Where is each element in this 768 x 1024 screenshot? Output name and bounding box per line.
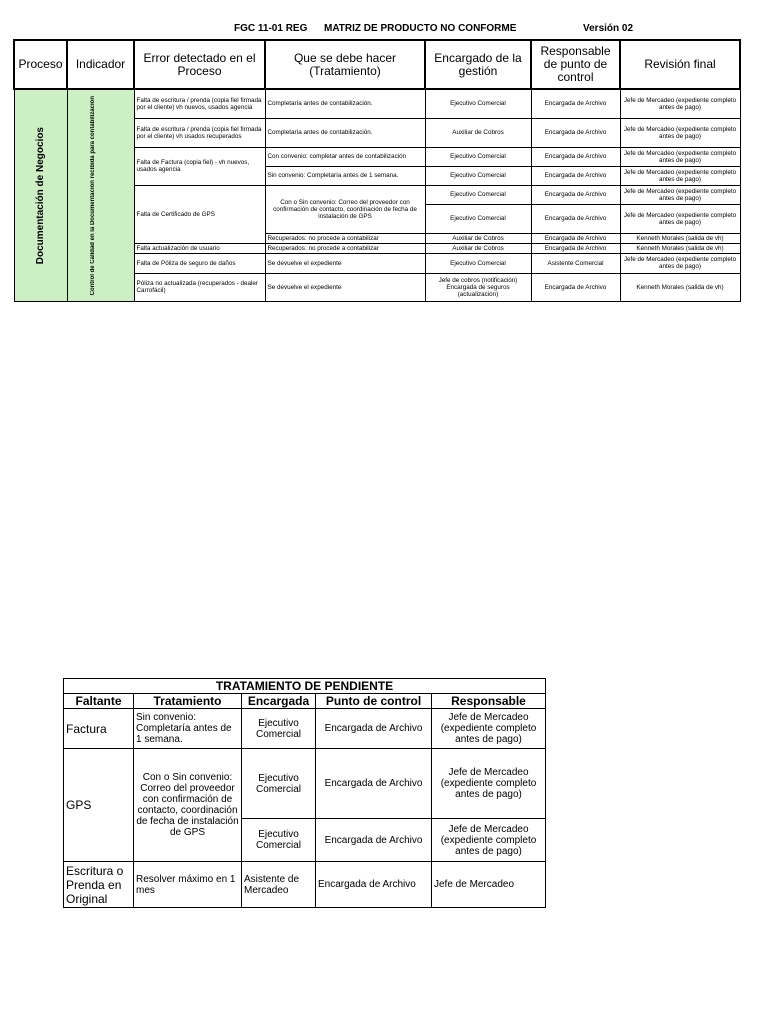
encargado-cell: Auxiliar de Cobros	[425, 118, 531, 147]
responsable-cell: Jefe de Mercadeo (expediente completo antes de pago)	[432, 749, 546, 819]
encargada-cell: Asistente de Mercadeo	[242, 862, 316, 908]
form-code: FGC 11-01 REG	[234, 23, 308, 34]
proceso-cell	[14, 89, 67, 301]
pending-title: TRATAMIENTO DE PENDIENTE	[64, 679, 546, 694]
pending-treatment-table	[63, 678, 546, 908]
col-proceso: Proceso	[14, 40, 67, 89]
responsable-cell: Encargada de Archivo	[531, 243, 620, 253]
treatment-cell: Recuperados: no procede a contabilizar	[265, 243, 425, 253]
revision-cell: Jefe de Mercadeo (expediente completo antes de pago)	[620, 89, 740, 118]
error-cell: Falta de Factura (copia fiel) - vh nuevos, usados agencia	[134, 147, 265, 185]
indicador-label: Control de Calidad en la Documentación recibida para contabilización	[89, 95, 96, 295]
document-title: MATRIZ DE PRODUCTO NO CONFORME	[324, 23, 517, 34]
table-row	[64, 749, 546, 819]
treatment-cell: Se devuelve el expediente	[265, 253, 425, 273]
tratamiento-cell: Sin convenio: Completaría antes de 1 semana.	[134, 709, 242, 749]
error-cell: Falta actualización de usuario	[134, 243, 265, 253]
responsable-cell: Encargada de Archivo	[531, 185, 620, 204]
revision-cell: Jefe de Mercadeo (expediente completo antes de pago)	[620, 147, 740, 166]
revision-cell: Kenneth Morales (salida de vh)	[620, 273, 740, 301]
punto-cell: Encargada de Archivo	[316, 749, 432, 819]
error-cell: Falta de escritura / prenda (copia fiel firmada por el cliente) vh nuevos, usados agencia	[134, 89, 265, 118]
punto-cell: Encargada de Archivo	[316, 862, 432, 908]
treatment-cell: Recuperados: no procede a contabilizar	[265, 233, 425, 243]
encargado-cell: Ejecutivo Comercial	[425, 147, 531, 166]
matrix-header-row	[14, 40, 740, 89]
responsable-cell: Encargada de Archivo	[531, 118, 620, 147]
faltante-cell: Factura	[64, 709, 134, 749]
col-revision: Revisión final	[620, 40, 740, 89]
revision-cell: Jefe de Mercadeo (expediente completo antes de pago)	[620, 204, 740, 233]
revision-cell: Jefe de Mercadeo (expediente completo antes de pago)	[620, 185, 740, 204]
table-row	[64, 862, 546, 908]
document-header	[0, 23, 768, 37]
col-punto-control: Punto de control	[316, 694, 432, 709]
treatment-cell: Con convenio: completar antes de contabilización	[265, 147, 425, 166]
revision-cell: Jefe de Mercadeo (expediente completo antes de pago)	[620, 166, 740, 185]
responsable-cell: Jefe de Mercadeo (expediente completo antes de pago)	[432, 709, 546, 749]
proceso-label: Documentación de Negocios	[35, 126, 46, 264]
encargado-cell: Ejecutivo Comercial	[425, 253, 531, 273]
responsable-cell: Jefe de Mercadeo	[432, 862, 546, 908]
faltante-cell: Escritura o Prenda en Original	[64, 862, 134, 908]
error-cell: Póliza no actualizada (recuperados - dealer Carrofácil)	[134, 273, 265, 301]
revision-cell: Jefe de Mercadeo (expediente completo antes de pago)	[620, 253, 740, 273]
treatment-cell: Sin convenio: Completaría antes de 1 semana.	[265, 166, 425, 185]
pending-header-row	[64, 694, 546, 709]
responsable-cell: Encargada de Archivo	[531, 273, 620, 301]
error-cell: Falta de escritura / prenda (copia fiel firmada por el cliente) vh usados recuperados	[134, 118, 265, 147]
punto-cell: Encargada de Archivo	[316, 819, 432, 862]
encargado-cell: Ejecutivo Comercial	[425, 185, 531, 204]
table-row	[14, 89, 740, 118]
revision-cell: Kenneth Morales (salida de vh)	[620, 243, 740, 253]
error-cell: Falta de Póliza de seguro de daños	[134, 253, 265, 273]
col-tratamiento: Que se debe hacer (Tratamiento)	[265, 40, 425, 89]
faltante-cell: GPS	[64, 749, 134, 862]
treatment-cell: Con o Sin convenio: Correo del proveedor con confirmación de contacto, coordinación de fecha de instalación de GPS	[265, 185, 425, 233]
responsable-cell: Encargada de Archivo	[531, 233, 620, 243]
responsable-cell: Jefe de Mercadeo (expediente completo antes de pago)	[432, 819, 546, 862]
col-encargada: Encargada	[242, 694, 316, 709]
tratamiento-cell: Resolver máximo en 1 mes	[134, 862, 242, 908]
encargado-cell: Ejecutivo Comercial	[425, 166, 531, 185]
treatment-cell: Completaría antes de contabilización.	[265, 89, 425, 118]
col-indicador: Indicador	[67, 40, 134, 89]
responsable-cell: Encargada de Archivo	[531, 89, 620, 118]
punto-cell: Encargada de Archivo	[316, 709, 432, 749]
pending-title-row	[64, 679, 546, 694]
encargado-cell: Auxiliar de Cobros	[425, 233, 531, 243]
encargada-cell: Ejecutivo Comercial	[242, 709, 316, 749]
encargado-cell: Auxiliar de Cobros	[425, 243, 531, 253]
treatment-cell: Completaría antes de contabilización.	[265, 118, 425, 147]
col-tratamiento: Tratamiento	[134, 694, 242, 709]
col-faltante: Faltante	[64, 694, 134, 709]
table-row	[64, 709, 546, 749]
revision-cell: Kenneth Morales (salida de vh)	[620, 233, 740, 243]
responsable-cell: Encargada de Archivo	[531, 204, 620, 233]
encargado-cell: Jefe de cobros (notificación) Encargada de seguros (actualización)	[425, 273, 531, 301]
error-cell: Falta de Certificado de GPS	[134, 185, 265, 243]
treatment-cell: Se devuelve el expediente	[265, 273, 425, 301]
responsable-cell: Asistente Comercial	[531, 253, 620, 273]
indicador-cell	[67, 89, 134, 301]
tratamiento-cell: Con o Sin convenio: Correo del proveedor con confirmación de contacto, coordinación de fecha de instalación de GPS	[134, 749, 242, 862]
encargado-cell: Ejecutivo Comercial	[425, 204, 531, 233]
col-responsable: Responsable de punto de control	[531, 40, 620, 89]
responsable-cell: Encargada de Archivo	[531, 147, 620, 166]
encargada-cell: Ejecutivo Comercial	[242, 749, 316, 819]
responsable-cell: Encargada de Archivo	[531, 166, 620, 185]
encargado-cell: Ejecutivo Comercial	[425, 89, 531, 118]
document-version: Versión 02	[583, 23, 634, 34]
col-encargado: Encargado de la gestión	[425, 40, 531, 89]
revision-cell: Jefe de Mercadeo (expediente completo antes de pago)	[620, 118, 740, 147]
encargada-cell: Ejecutivo Comercial	[242, 819, 316, 862]
col-responsable: Responsable	[432, 694, 546, 709]
nonconforming-product-matrix	[13, 39, 741, 302]
col-error: Error detectado en el Proceso	[134, 40, 265, 89]
